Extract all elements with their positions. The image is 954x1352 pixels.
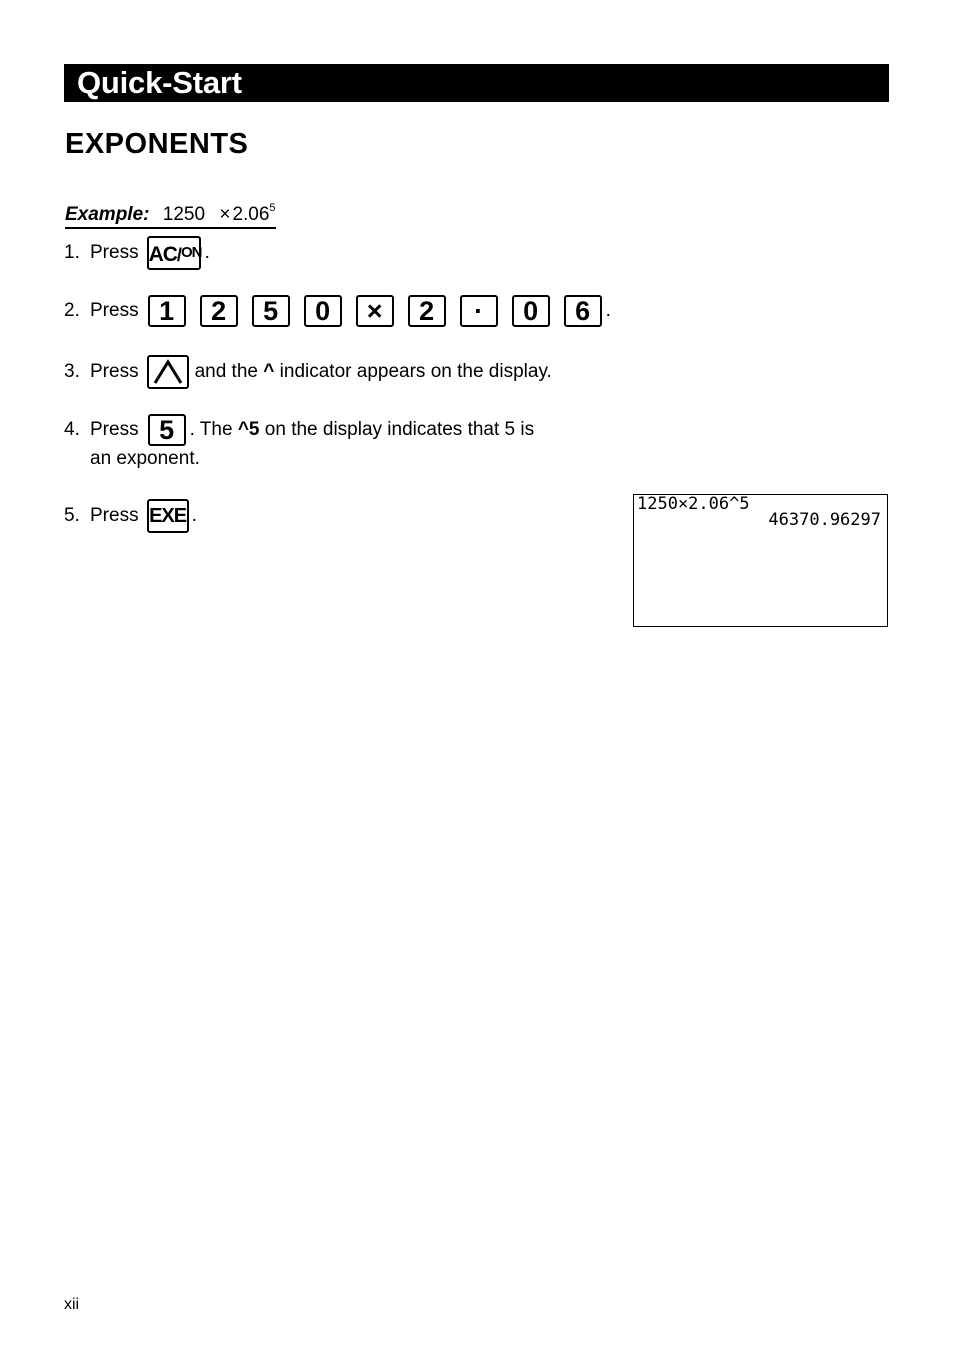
step-number: 4. (64, 419, 80, 441)
step-number: 5. (64, 505, 80, 527)
example-exponent: 5 (269, 202, 276, 214)
step-press-text: Press (90, 505, 139, 527)
step-text-b: indicator appears on the display. (279, 361, 552, 383)
step-number: 2. (64, 300, 80, 322)
banner-title: Quick-Start (77, 65, 242, 100)
example-label: Example: (65, 204, 150, 225)
step-text-c: an exponent. (90, 448, 200, 469)
key-sequence (148, 295, 606, 327)
step-press-text: Press (90, 361, 139, 383)
calculator-display (633, 494, 888, 627)
caret-up-icon (149, 357, 187, 387)
step-number: 3. (64, 361, 80, 383)
step-1 (64, 236, 210, 270)
exe-key: EXE (147, 499, 189, 533)
step-3 (64, 355, 552, 389)
key-6: 6 (564, 295, 602, 327)
key-2: 2 (200, 295, 238, 327)
example-base: 1250 (162, 204, 206, 225)
page-number: xii (64, 1296, 80, 1313)
key-0: 0 (304, 295, 342, 327)
key-5: 5 (252, 295, 290, 327)
step-5 (64, 499, 197, 533)
caret-up-key (147, 355, 189, 389)
step-after-text: . (204, 242, 210, 264)
example-times-sign: × (219, 204, 231, 225)
key-5: 5 (148, 414, 186, 446)
step-text-a: and the (194, 361, 258, 383)
section-banner (64, 64, 889, 102)
step-press-text: Press (90, 242, 139, 264)
display-input-line: 1250×2.06^5 (637, 494, 750, 514)
key-2: 2 (408, 295, 446, 327)
exponent-indicator-text: ^5 (237, 419, 260, 441)
key-multiply: × (356, 295, 394, 327)
step-number: 1. (64, 242, 80, 264)
caret-indicator-text: ^ (263, 361, 275, 383)
step-after-text: . (605, 300, 611, 322)
step-press-text: Press (90, 419, 139, 441)
step-text-a: . The (189, 419, 233, 441)
key-decimal-point: · (460, 295, 498, 327)
key-0: 0 (512, 295, 550, 327)
step-press-text: Press (90, 300, 139, 322)
step-4 (64, 414, 534, 472)
example-multiplier: 2.06 (232, 204, 270, 225)
display-result-line: 46370.96297 (768, 510, 881, 530)
ac-on-key: AC/ON (147, 236, 201, 270)
step-2 (64, 295, 611, 327)
step-after-text: . (191, 505, 197, 527)
step-text-b: on the display indicates that 5 is (264, 419, 535, 441)
example-line (65, 196, 276, 229)
page-title: EXPONENTS (65, 128, 249, 160)
key-1: 1 (148, 295, 186, 327)
